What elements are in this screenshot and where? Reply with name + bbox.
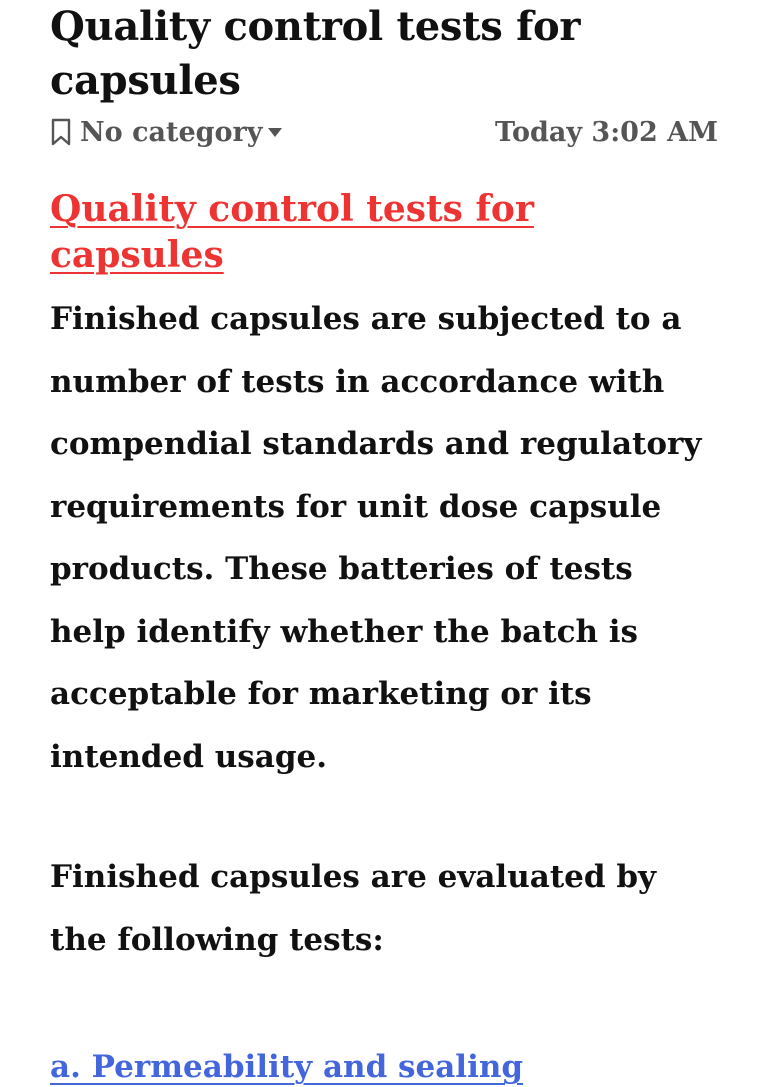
note-title[interactable]: Quality control tests for capsules [50, 3, 581, 104]
bookmark-icon [50, 118, 72, 146]
category-selector[interactable] [50, 117, 282, 148]
note-page [50, 0, 718, 1087]
permeability-sealing-link[interactable]: a. Permeability and sealing [50, 1049, 524, 1085]
section-heading: Quality control tests for capsules [50, 188, 534, 276]
chevron-down-icon [268, 128, 282, 137]
body-paragraph-1: Finished capsules are subjected to a number of tests in accordance with compendial standards and regulatory requirements for unit dose capsule products. These batteries of tests help identify whether the batch is acceptable for marketing or its intended usage. [50, 301, 702, 775]
note-meta-row [50, 112, 718, 152]
note-body[interactable] [50, 152, 718, 1087]
body-paragraph-2: Finished capsules are evaluated by the following tests: [50, 859, 657, 958]
category-label: No category [80, 116, 263, 148]
note-timestamp: Today 3:02 AM [494, 116, 718, 148]
